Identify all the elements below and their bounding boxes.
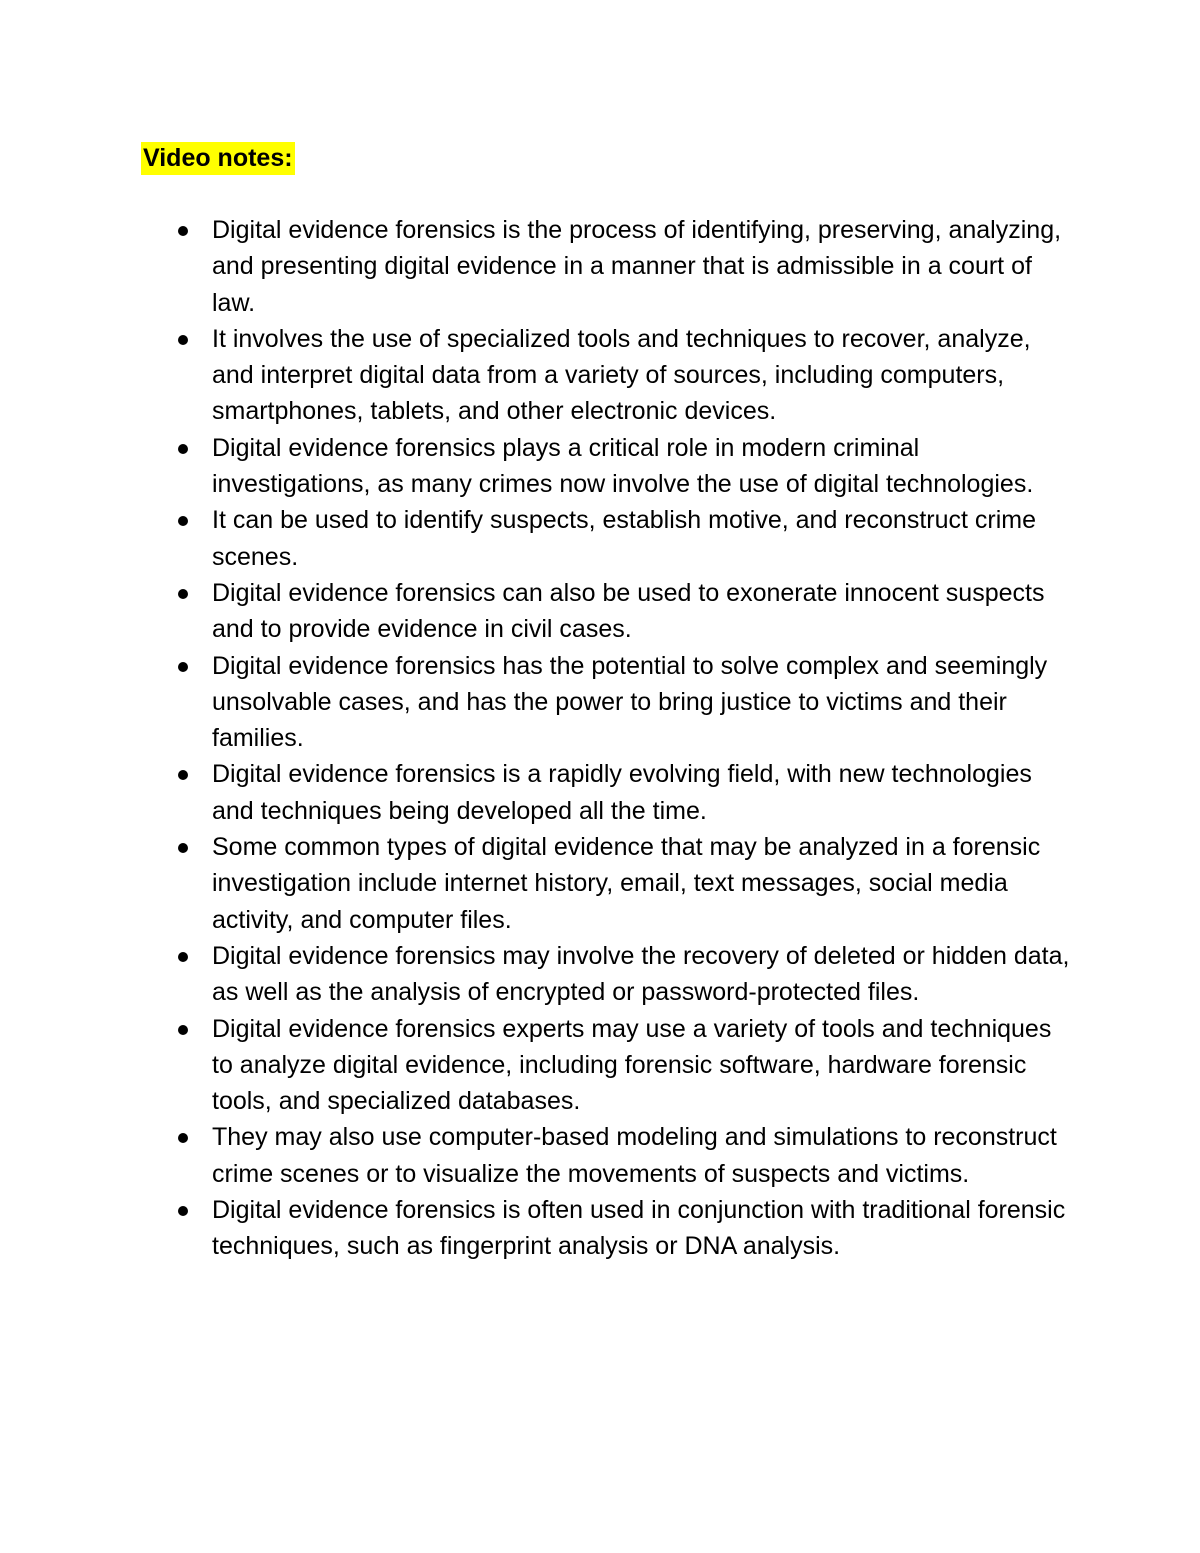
list-item-text: Digital evidence forensics can also be used to exonerate innocent suspects and to provide evidence in civil cases. <box>212 578 1045 644</box>
bullet-icon <box>178 1206 188 1216</box>
bullet-icon <box>178 770 188 780</box>
list-item <box>212 502 1072 575</box>
list-item <box>212 430 1072 503</box>
notes-list <box>212 212 1072 1265</box>
list-item-text: Digital evidence forensics is often used in conjunction with traditional forensic techniques, such as fingerprint analysis or DNA analysis. <box>212 1196 1066 1261</box>
list-item <box>212 575 1072 648</box>
bullet-icon <box>178 516 188 526</box>
list-item-text: Some common types of digital evidence that may be analyzed in a forensic investigation include internet history, email, text messages, social media activity, and computer files. <box>212 833 1041 934</box>
list-item-text: They may also use computer-based modeling and simulations to reconstruct crime scenes or to visualize the movements of suspects and victims. <box>212 1123 1057 1188</box>
list-item-text: Digital evidence forensics has the potential to solve complex and seemingly unsolvable cases, and has the power to bring justice to victims and their families. <box>212 651 1048 753</box>
bullet-icon <box>178 589 188 599</box>
list-item <box>212 756 1072 829</box>
bullet-icon <box>178 843 188 853</box>
bullet-icon <box>178 335 188 345</box>
list-item <box>212 1192 1072 1265</box>
bullet-icon <box>178 1025 188 1035</box>
notes-heading <box>141 138 295 178</box>
list-item-text: Digital evidence forensics is a rapidly evolving field, with new technologies and techniques being developed all the time. <box>212 760 1032 825</box>
list-item <box>212 1119 1072 1192</box>
list-item-text: It involves the use of specialized tools and techniques to recover, analyze, and interpret digital data from a variety of sources, including computers, smartphones, tablets, and other electronic devices. <box>212 324 1031 426</box>
bullet-icon <box>178 444 188 454</box>
list-item <box>212 212 1072 321</box>
list-item <box>212 829 1072 938</box>
bullet-icon <box>178 952 188 962</box>
list-item-text: Digital evidence forensics may involve the recovery of deleted or hidden data, as well as the analysis of encrypted or password-protected files. <box>212 941 1070 1007</box>
highlighted-heading-text: Video notes: <box>141 142 295 175</box>
list-item-text: Digital evidence forensics experts may use a variety of tools and techniques to analyze digital evidence, including forensic software, hardware forensic tools, and specialized databases. <box>212 1014 1052 1116</box>
list-item-text: Digital evidence forensics plays a critical role in modern criminal investigations, as many crimes now involve the use of digital technologies. <box>212 433 1034 499</box>
list-item-text: Digital evidence forensics is the process of identifying, preserving, analyzing, and presenting digital evidence in a manner that is admissible in a court of law. <box>212 216 1062 317</box>
list-item <box>212 648 1072 757</box>
list-item <box>212 1011 1072 1120</box>
bullet-icon <box>178 1133 188 1143</box>
bullet-icon <box>178 226 188 236</box>
list-item <box>212 938 1072 1011</box>
list-item-text: It can be used to identify suspects, establish motive, and reconstruct crime scenes. <box>212 506 1037 571</box>
list-item <box>212 321 1072 430</box>
bullet-icon <box>178 662 188 672</box>
